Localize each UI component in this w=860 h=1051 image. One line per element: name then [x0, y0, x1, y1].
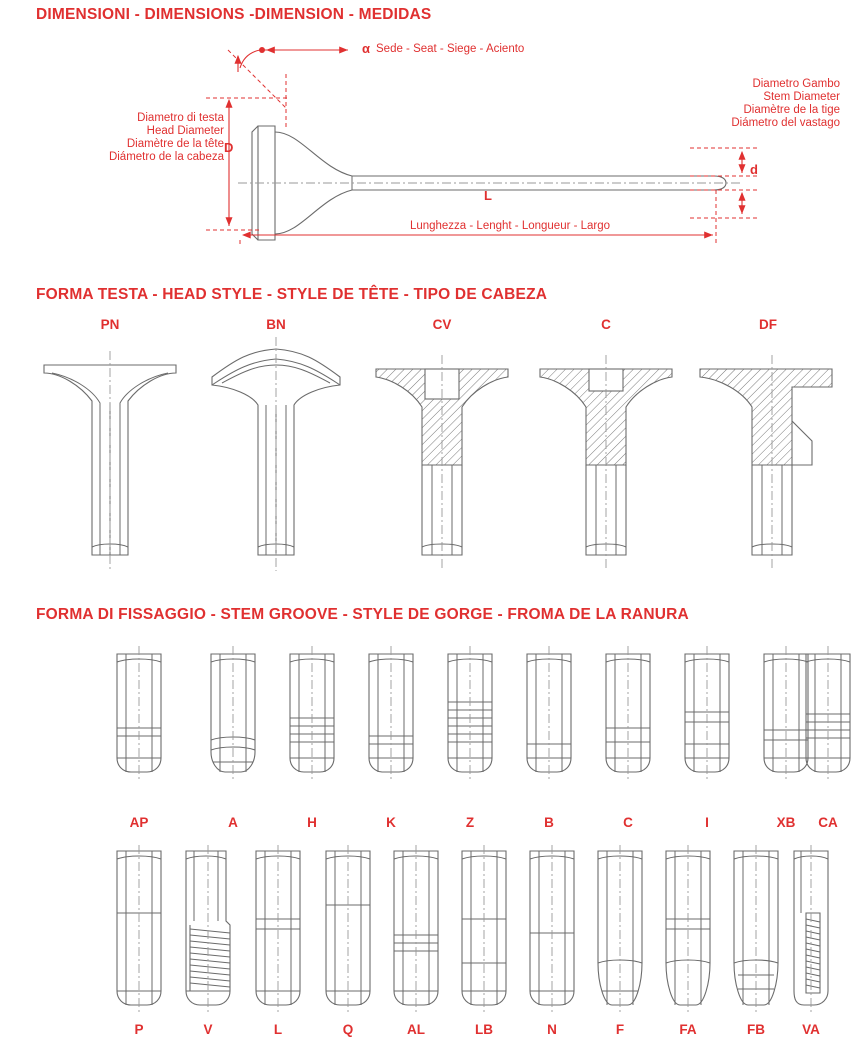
stem-groove-label-P: P [134, 1022, 144, 1037]
stem-groove-label-XB: XB [776, 815, 796, 830]
stem-groove-label-FA: FA [679, 1022, 697, 1037]
stem-groove-VA [794, 845, 828, 1015]
stem-groove-CA [806, 646, 850, 782]
stem-groove-AL [394, 845, 438, 1015]
stem-groove-F [598, 845, 642, 1015]
stem-groove-label-H: H [307, 815, 317, 830]
stem-diameter-label-3: Diamètre de la tige [743, 104, 840, 116]
stem-groove-row1-drawings [0, 640, 860, 810]
head-diameter-label-1: Diametro di testa [137, 112, 224, 124]
stem-groove-label-VA: VA [802, 1022, 820, 1037]
head-style-label-BN: BN [266, 317, 286, 332]
stem-groove-FA [666, 845, 710, 1015]
stem-groove-label-AP: AP [129, 815, 149, 830]
stem-groove-AP [117, 646, 161, 782]
stem-groove-FB [734, 845, 778, 1015]
dimension-L: L [484, 188, 492, 203]
stem-groove-label-Z: Z [465, 815, 475, 830]
stem-groove-label-FB: FB [747, 1022, 765, 1037]
stem-groove-Z [448, 646, 492, 782]
section-title-stem-groove: FORMA DI FISSAGGIO - STEM GROOVE - STYLE DE GORGE - FROMA DE LA RANURA [36, 606, 689, 623]
stem-groove-label-CA: CA [818, 815, 838, 830]
head-style-DF [700, 355, 832, 571]
stem-groove-V [186, 845, 230, 1015]
head-style-C [540, 355, 672, 571]
stem-groove-L [256, 845, 300, 1015]
head-diameter-label-4: Diámetro de la cabeza [108, 151, 224, 163]
stem-groove-B [527, 646, 571, 782]
stem-groove-label-V: V [203, 1022, 213, 1037]
stem-groove-label-C: C [623, 815, 633, 830]
stem-diameter-label-2: Stem Diameter [763, 91, 840, 103]
head-style-label-DF: DF [759, 317, 777, 332]
stem-groove-C [606, 646, 650, 782]
stem-groove-label-L: L [273, 1022, 283, 1037]
seat-angle-symbol: α [362, 41, 370, 56]
dimension-d: d [750, 162, 758, 177]
head-style-label-CV: CV [432, 317, 452, 332]
stem-groove-label-LB: LB [475, 1022, 493, 1037]
stem-diameter-label-1: Diametro Gambo [752, 78, 840, 90]
stem-groove-Q [326, 845, 370, 1015]
head-style-CV [376, 355, 508, 571]
stem-groove-K [369, 646, 413, 782]
stem-groove-label-F: F [615, 1022, 625, 1037]
seat-angle-annotation [228, 47, 348, 130]
stem-groove-label-A: A [228, 815, 238, 830]
stem-groove-CA-drawing [760, 640, 860, 810]
stem-groove-label-I: I [705, 815, 709, 830]
section-title-head-style: FORMA TESTA - HEAD STYLE - STYLE DE TÊTE - TIPO DE CABEZA [36, 286, 548, 303]
stem-groove-I [685, 646, 729, 782]
stem-groove-P [117, 845, 161, 1015]
head-style-label-C: C [601, 317, 611, 332]
head-style-drawings [0, 315, 860, 585]
stem-groove-N [530, 845, 574, 1015]
stem-groove-H [290, 646, 334, 782]
head-diameter-label-2: Head Diameter [146, 125, 224, 137]
stem-groove-label-Q: Q [342, 1022, 354, 1037]
head-style-label-PN: PN [100, 317, 120, 332]
head-style-PN [44, 351, 176, 571]
stem-groove-label-B: B [544, 815, 554, 830]
stem-groove-label-AL: AL [407, 1022, 425, 1037]
stem-groove-LB [462, 845, 506, 1015]
length-dimension [240, 190, 716, 246]
length-label: Lunghezza - Lenght - Longueur - Largo [409, 220, 611, 232]
stem-groove-label-K: K [386, 815, 396, 830]
seat-label: Sede - Seat - Siege - Aciento [376, 43, 525, 55]
head-style-BN [212, 337, 340, 571]
head-diameter-label-3: Diamètre de la tête [126, 138, 224, 150]
stem-diameter-label-4: Diámetro del vastago [731, 117, 840, 129]
stem-groove-row2-drawings [0, 843, 860, 1023]
dimension-D: D [224, 140, 234, 155]
stem-groove-A [211, 646, 255, 782]
stem-groove-label-N: N [547, 1022, 557, 1037]
section-title-dimensions: DIMENSIONI - DIMENSIONS -DIMENSION - MEDIDAS [36, 6, 432, 23]
